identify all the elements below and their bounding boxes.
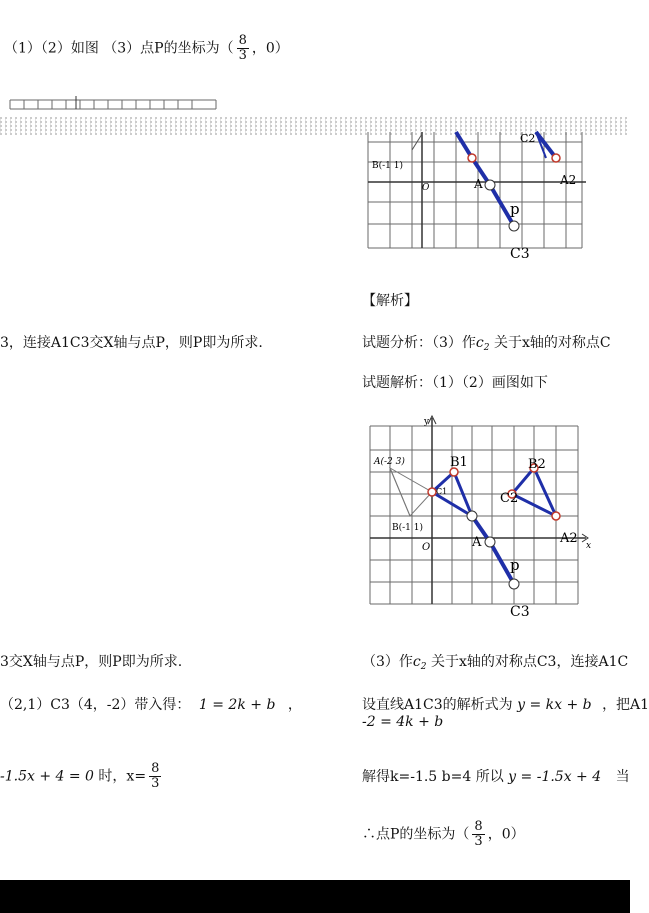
solve-math: y = -1.5x + 4 (508, 769, 602, 785)
step3-suffix: 关于x轴的对称点C3，连接A1C (430, 654, 629, 670)
answer-suffix: ，0） (251, 40, 289, 57)
solve-prefix: 解得k=-1.5 b=4 所以 (362, 769, 504, 785)
fig-top-c3-label: C3 (510, 246, 530, 262)
fig-top-c2-label: C2 (520, 132, 536, 145)
left-line-4-frac-num: 8 (151, 761, 160, 776)
conclusion-frac-num: 8 (474, 819, 483, 834)
left-line-1: 3，连接A1C3交X轴与点P，则P即为所求. (0, 335, 263, 351)
fig-main-b2-label: B2 (528, 457, 546, 472)
left-line-4-mid: 时，x= (98, 768, 147, 785)
solve-line (362, 766, 630, 786)
fig-main-o-label: O (422, 542, 431, 553)
figure-top (360, 132, 590, 262)
fig-main-c2-label: C2 (500, 491, 519, 506)
solve-suffix: 当 (615, 769, 630, 785)
fig-main-c3-label: C3 (510, 604, 530, 620)
conclusion-fraction (472, 820, 484, 849)
step3-line (362, 651, 628, 672)
conclusion-frac-den: 3 (474, 834, 483, 849)
solution-intro: 试题解析：（1）（2）画图如下 (362, 375, 548, 391)
conclusion-line (362, 820, 525, 849)
fig-top-a-label: A (474, 177, 483, 191)
fig-main-y-label: y (424, 417, 430, 427)
fig-main-b1-label: B1 (450, 455, 468, 470)
left-line-3 (0, 694, 302, 714)
figure-main (360, 412, 600, 622)
conclusion-prefix: ∴点P的坐标为（ (362, 826, 470, 843)
fig-main-p-label: p (510, 556, 520, 574)
equation-line (362, 694, 649, 714)
left-line-4-fraction (149, 762, 161, 791)
analysis-sub: 2 (483, 343, 490, 353)
left-line-4-math: -1.5x + 4 = 0 (0, 768, 94, 785)
fig-top-a2-label: A2 (560, 173, 577, 187)
bottom-black-bar (0, 880, 630, 913)
analysis-c: c (475, 335, 484, 351)
fig-main-a2-label: A2 (560, 531, 578, 546)
answer-prefix: （1）（2）如图 （3）点P的坐标为（ (4, 40, 234, 57)
left-line-3-prefix: （2,1）C3（4，-2）带入得： (0, 697, 191, 713)
fig-main-b-point-label: B(-1 1) (392, 523, 423, 533)
left-line-3-suffix: ， (287, 697, 302, 713)
answer-frac-den: 3 (238, 48, 247, 63)
step3-prefix: （3）作 (362, 654, 413, 670)
conclusion-suffix: ，0） (487, 826, 525, 843)
equation-prefix: 设直线A1C3的解析式为 (362, 697, 513, 713)
answer-frac-num: 8 (238, 33, 247, 48)
fig-top-b-label: B(-1 1) (372, 161, 403, 171)
fig-main-a-point-label: A(-2 3) (374, 457, 405, 467)
step3-c: c (412, 654, 421, 670)
answer-fraction (237, 34, 249, 63)
analysis-suffix: 关于x轴的对称点C (493, 335, 611, 351)
equation-line-2: -2 = 4k + b (362, 714, 444, 730)
left-line-4-frac-den: 3 (151, 776, 160, 791)
equation-math: y = kx + b (517, 697, 592, 713)
left-line-4 (0, 762, 164, 791)
fig-top-o-label: O (422, 183, 430, 193)
analysis-line (362, 332, 611, 353)
equation-suffix: ，把A1 (602, 697, 649, 713)
section-heading: 【解析】 (362, 293, 418, 309)
left-line-2: 3交X轴与点P，则P即为所求. (0, 654, 183, 670)
answer-line (4, 34, 289, 63)
fig-top-p-label: p (510, 200, 520, 218)
fig-main-x-label: x (586, 541, 592, 551)
analysis-prefix: 试题分析：（3）作 (362, 335, 476, 351)
fig-main-c1-label: C1 (436, 487, 448, 496)
fig-main-a-label: A (472, 535, 482, 550)
step3-sub: 2 (420, 662, 427, 672)
left-line-3-math: 1 = 2k + b (198, 697, 276, 713)
